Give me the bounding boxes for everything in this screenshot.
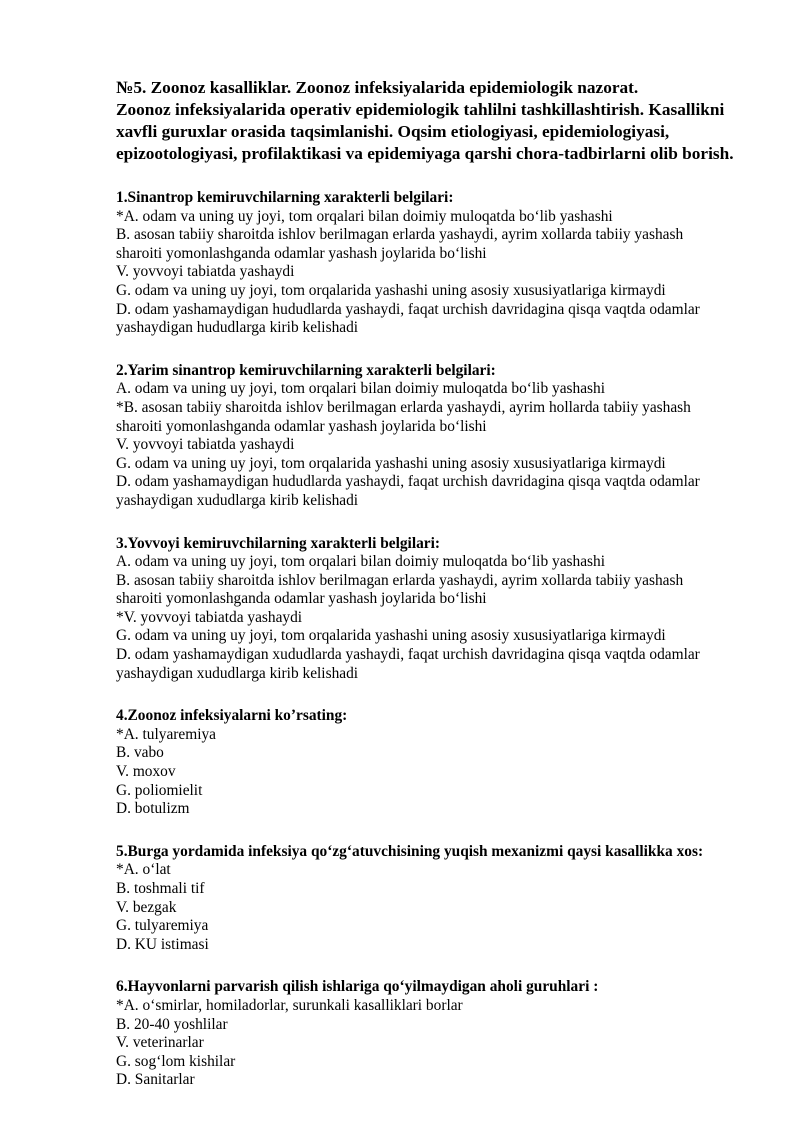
answer-option: D. odam yashamaydigan hududlarda yashaydi, faqat urchish davridagina qisqa vaqtda odamlar xyxy=(116,473,700,491)
document-page xyxy=(116,77,756,1090)
answer-option: G. poliomielit xyxy=(116,781,203,799)
question-5 xyxy=(116,843,756,955)
answer-option: G. odam va uning uy joyi, tom orqalarida yashashi uning asosiy xususiyatlariga kirmaydi xyxy=(116,627,666,645)
answer-option: D. KU istimasi xyxy=(116,935,209,953)
title-line: №5. Zoonoz kasalliklar. Zoonoz infeksiyalarida epidemiologik nazorat. xyxy=(116,78,639,97)
answer-option: V. yovvoyi tabiatda yashaydi xyxy=(116,436,295,454)
answer-option: G. sog‘lom kishilar xyxy=(116,1052,236,1070)
answer-option-continuation: yashaydigan xududlarga kirib kelishadi xyxy=(116,491,359,509)
answer-option: A. odam va uning uy joyi, tom orqalari bilan doimiy muloqatda bo‘lib yashashi xyxy=(116,553,606,571)
answer-option-continuation: sharoiti yomonlashganda odamlar yashash joylarida bo‘lishi xyxy=(116,590,487,608)
title-line: epizootologiyasi, profilaktikasi va epidemiyaga qarshi chora-tadbirlarni olib borish. xyxy=(116,144,734,163)
document-title xyxy=(116,77,756,165)
question-heading: 6.Hayvonlarni parvarish qilish ishlariga qo‘yilmaydigan aholi guruhlari : xyxy=(116,978,599,996)
answer-option: B. asosan tabiiy sharoitda ishlov berilmagan erlarda yashaydi, ayrim xollarda tabiiy yashash xyxy=(116,226,684,244)
answer-option: D. Sanitarlar xyxy=(116,1071,195,1089)
question-3 xyxy=(116,535,756,684)
answer-option: *A. odam va uning uy joyi, tom orqalari bilan doimiy muloqatda bo‘lib yashashi xyxy=(116,207,613,225)
question-1 xyxy=(116,189,756,338)
answer-option: D. odam yashamaydigan hududlarda yashaydi, faqat urchish davridagina qisqa vaqtda odamlar xyxy=(116,300,700,318)
title-line: xavfli guruxlar orasida taqsimlanishi. Oqsim etiologiyasi, epidemiologiyasi, xyxy=(116,122,670,141)
answer-option: *A. o‘smirlar, homiladorlar, surunkali kasalliklari borlar xyxy=(116,996,463,1014)
question-2 xyxy=(116,362,756,511)
answer-option: V. veterinarlar xyxy=(116,1034,204,1052)
question-heading: 1.Sinantrop kemiruvchilarning xarakterli belgilari: xyxy=(116,189,454,206)
answer-option-continuation: sharoiti yomonlashganda odamlar yashash joylarida bo‘lishi xyxy=(116,417,487,435)
answer-option: V. bezgak xyxy=(116,898,177,916)
answer-option: B. toshmali tif xyxy=(116,880,205,897)
question-heading: 4.Zoonoz infeksiyalarni ko’rsating: xyxy=(116,707,348,725)
answer-option: D. botulizm xyxy=(116,800,190,818)
answer-option-continuation: yashaydigan xududlarga kirib kelishadi xyxy=(116,664,359,682)
answer-option: *A. o‘lat xyxy=(116,861,171,879)
answer-option: B. asosan tabiiy sharoitda ishlov berilmagan erlarda yashaydi, ayrim xollarda tabiiy yashash xyxy=(116,571,684,589)
answer-option: *B. asosan tabiiy sharoitda ishlov berilmagan erlarda yashaydi, ayrim hollarda tabiiy yashash xyxy=(116,398,691,416)
question-heading: 2.Yarim sinantrop kemiruvchilarning xarakterli belgilari: xyxy=(116,361,496,379)
answer-option: B. 20-40 yoshlilar xyxy=(116,1015,228,1033)
answer-option: G. odam va uning uy joyi, tom orqalarida yashashi uning asosiy xususiyatlariga kirmaydi xyxy=(116,454,666,472)
answer-option-continuation: yashaydigan hududlarga kirib kelishadi xyxy=(116,319,359,337)
answer-option: V. moxov xyxy=(116,763,176,781)
question-4 xyxy=(116,707,756,819)
answer-option: G. odam va uning uy joyi, tom orqalarida yashashi uning asosiy xususiyatlariga kirmaydi xyxy=(116,281,666,299)
answer-option: *V. yovvoyi tabiatda yashaydi xyxy=(116,608,303,626)
answer-option: A. odam va uning uy joyi, tom orqalari bilan doimiy muloqatda bo‘lib yashashi xyxy=(116,380,606,398)
answer-option: B. vabo xyxy=(116,744,164,762)
question-6 xyxy=(116,978,756,1090)
answer-option: D. odam yashamaydigan xududlarda yashaydi, faqat urchish davridagina qisqa vaqtda odamlar xyxy=(116,646,700,664)
answer-option: V. yovvoyi tabiatda yashaydi xyxy=(116,263,295,281)
answer-option: G. tulyaremiya xyxy=(116,917,209,935)
answer-option-continuation: sharoiti yomonlashganda odamlar yashash joylarida bo‘lishi xyxy=(116,244,487,262)
question-heading: 5.Burga yordamida infeksiya qo‘zg‘atuvchisining yuqish mexanizmi qaysi kasallikka xos: xyxy=(116,842,704,860)
question-heading: 3.Yovvoyi kemiruvchilarning xarakterli belgilari: xyxy=(116,534,441,552)
answer-option: *A. tulyaremiya xyxy=(116,725,217,743)
title-line: Zoonoz infeksiyalarida operativ epidemiologik tahlilni tashkillashtirish. Kasallikni xyxy=(116,100,725,119)
